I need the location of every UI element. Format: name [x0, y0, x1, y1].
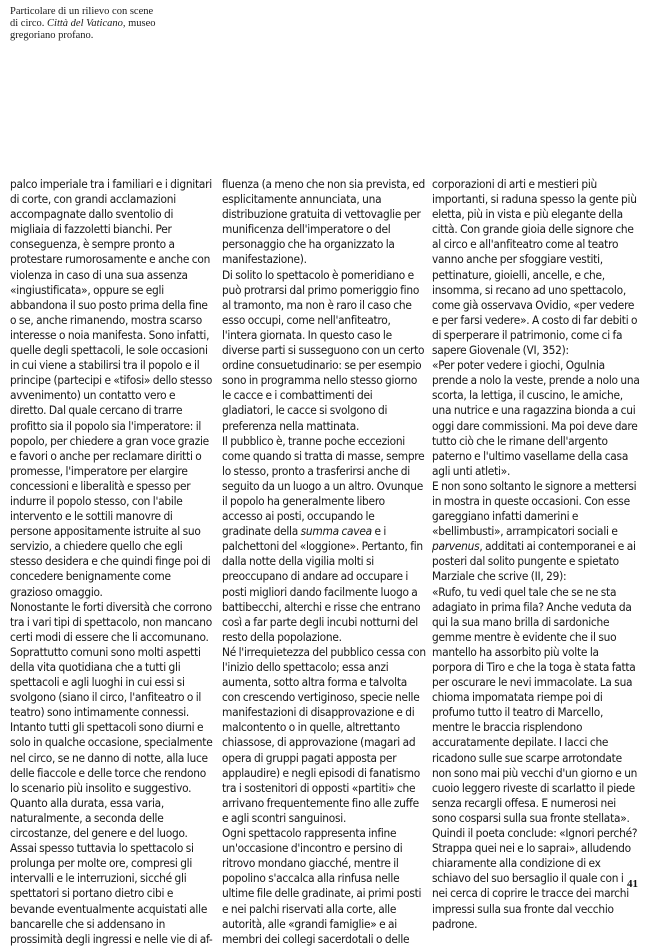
- quote-paragraph: «Rufo, tu vedi quel tale che se ne sta adagiato in prima fila? Anche veduta da qui la sua mano brilla di sardoniche gemme mentre è evidente che il suo mantello ha assorbito più volte la porpora di Tiro e che la toga è stata fatta per oscurare le nevi immacolate. La sua chioma impomatata riempe poi di profumo tutto il teatro di Marcello, mentre le braccia risplendono accuratamente depilate. I lacci che ricadono sulle sue scarpe arrotondate non sono mai più vecchi d'un giorno e un cuoio leggero riveste di scarlatto il piede senza recargli offesa. E numerosi nei sono cosparsi sulla sua fronte stellata».: [432, 584, 638, 825]
- text-column-2: [222, 177, 426, 947]
- paragraph: Di solito lo spettacolo è pomeridiano e può protrarsi dal primo pomeriggio fino al tramonto, ma non è raro il caso che esso occupi, come nell'anfiteatro, l'intera giornata. In questo caso le diverse parti si susseguono con un certo ordine consuetudinario: se per esempio sono in programma nello stesso giorno le cacce e i combattimenti dei gladiatori, le cacce si svolgono di preferenza nella mattinata.: [222, 267, 425, 433]
- paragraph: Quindi il poeta conclude: «Ignori perché? Strappa quei nei e lo saprai», alludendo chiaramente alla condizione di ex schiavo del suo bersaglio il quale con i nei cerca di coprire le tracce dei marchi impressi sulla sua fronte dal vecchio padrone.: [432, 826, 638, 931]
- paragraph: Ogni spettacolo rappresenta infine un'occasione d'incontro e persino di ritrovo mondano giacché, mentre il popolino s'accalca alla rinfusa nelle ultime file delle gradinate, ai primi posti e nei palchi riservati alla corte, alle autorità, alle «grandi famiglie» e ai membri dei collegi sacerdotali o delle: [222, 826, 422, 946]
- caption-line: gregoriano profano.: [10, 30, 94, 41]
- quote-paragraph: «Per poter vedere i giochi, Ogulnia prende a nolo la veste, prende a nolo una scorta, la lettiga, il cuscino, le amiche, una nutrice e una ragazzina bionda a cui oggi dare commissioni. Ma poi deve dare tutto ciò che le rimane dell'argento paterno e l'ultimo vasellame della casa agli unti atleti».: [432, 358, 640, 478]
- paragraph: Assai spesso tuttavia lo spettacolo si prolunga per molte ore, compresi gli intervalli e le interruzioni, sicché gli spettatori si portano dietro cibi e bevande eventualmente acquistati alle bancarelle che si addensano in prossimità degli ingressi e nelle vie di af-: [10, 841, 213, 946]
- paragraph: Nonostante le forti diversità che corrono tra i vari tipi di spettacolo, non mancano certi modi di essere che li accomunano. Soprattutto comuni sono molti aspetti della vita quotidiana che a tutti gli spettacoli e agli luoghi in cui essi si svolgono (siano il circo, l'anfiteatro o il teatro) sono intimamente connessi.: [10, 599, 212, 720]
- text-column-3: [432, 177, 640, 932]
- paragraph: Intanto tutti gli spettacoli sono diurni e solo in qualche occasione, specialmente nel circo, se ne danno di notte, alla luce delle fiaccole e delle torce che rendono lo scenario più insolito e suggestivo. Quanto alla durata, essa varia, naturalmente, a seconda delle circostanze, del genere e del luogo.: [10, 720, 213, 841]
- text-column-1: [10, 177, 214, 947]
- paragraph: Il pubblico è, tranne poche eccezioni come quando si tratta di masse, sempre lo stesso, pronto a trasferirsi anche di seguito da un luogo a un altro. Ovunque il popolo ha generalmente libero accesso ai posti, occupando le gradinate della summa cavea e i palchettoni del «loggione». Pertanto, fin dalla notte della vigilia molti si preoccupano di andare ad occupare i posti migliori dando facilmente luogo a battibecchi, alterchi e risse che entrano così a far parte degli incubi notturni del resto della popolazione.: [222, 433, 425, 644]
- caption-line: di circo. Città del Vaticano, museo: [10, 18, 156, 29]
- paragraph: palco imperiale tra i familiari e i dignitari di corte, con grandi acclamazioni accompagnate dallo sventolio di migliaia di fazzoletti bianchi. Per conseguenza, è sempre pronto a protestare rumorosamente e anche con violenza in caso di una sua assenza «ingiustificata», oppure se egli abbandona il suo posto prima della fine o se, anche rimanendo, mostra scarso interesse o noia manifesta. Sono infatti, quelle degli spettacoli, le sole occasioni in cui viene a stabilirsi tra il popolo e il principe (partecipi e «tifosi» dello stesso avvenimento) un contatto vero e diretto. Dal quale cercano di trarre profitto sia il popolo sia l'imperatore: il popolo, per chiedere a gran voce grazie e favori o anche per reclamare diritti o promesse, l'imperatore per elargire concessioni e liberalità e spesso per indurre il popolo stesso, con l'abile intervento e le sottili manovre di persone appositamente istruite al suo servizio, a chiedere quello che egli stesso desidera e che quindi finge poi di concedere benignamente come grazioso omaggio.: [10, 177, 213, 599]
- caption-line: Particolare di un rilievo con scene: [10, 6, 154, 17]
- paragraph: E non sono soltanto le signore a mettersi in mostra in queste occasioni. Con esse gareggiano infatti damerini e «bellimbusti», arrampicatori sociali e parvenus, additati ai contemporanei e ai posteri dal solito pungente e spietato Marziale che scrive (II, 29):: [432, 478, 637, 584]
- figure-caption: [10, 6, 210, 42]
- caption-location: Città del Vaticano,: [47, 18, 126, 29]
- paragraph: corporazioni di arti e mestieri più importanti, si raduna spesso la gente più eletta, più in vista e più elegante della città. Con grande gioia delle signore che al circo e all'anfiteatro come al teatro vanno anche per sfoggiare vestiti, pettinature, gioielli, ancelle, e che, insomma, si recano ad uno spettacolo, come già osservava Ovidio, «per vedere e per farsi vedere». A costo di far debiti o di sperperare il patrimonio, come ci fa sapere Giovenale (VI, 352):: [432, 177, 638, 358]
- paragraph: Né l'irrequietezza del pubblico cessa con l'inizio dello spettacolo; essa anzi aumenta, sotto altra forma e talvolta con crescendo vertiginoso, specie nelle manifestazioni di disapprovazione e di malcontento o in quelle, altrettanto chiassose, di approvazione (magari ad opera di gruppi pagati apposta per applaudire) e negli episodi di fanatismo tra i sostenitori di opposti «partiti» che arrivano frequentemente fino alle zuffe e agli scontri sanguinosi.: [222, 644, 426, 825]
- paragraph: fluenza (a meno che non sia prevista, ed esplicitamente annunciata, una distribuzione gratuita di vettovaglie per munificenza dell'imperatore o del personaggio che ha organizzato la manifestazione).: [222, 177, 426, 267]
- page-number: 41: [627, 878, 638, 890]
